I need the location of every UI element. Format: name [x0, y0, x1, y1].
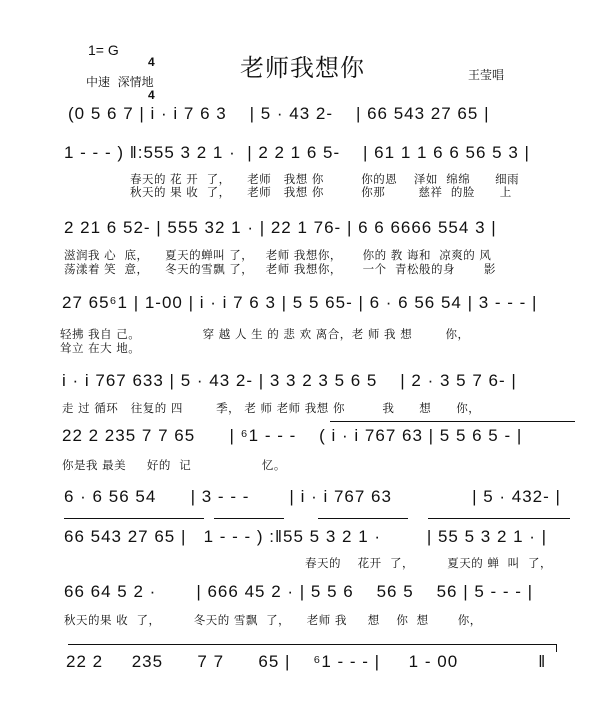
notation-line: 1 - - - ) ‖:555 3 2 1 · | 2 2 1 6 5- | 61 1 1 6 6 56 5 3 | — [64, 143, 530, 162]
time-signature-top: 4 — [148, 55, 155, 69]
time-signature-bottom: 4 — [148, 88, 155, 102]
notation-line: 22 2 235 7 7 65 | ⁶1 - - - ( i · i 767 63 | 5 5 6 5 - | — [62, 426, 523, 445]
notation-line: 66 543 27 65 | 1 - - - ) :‖55 5 3 2 1 · | 55 5 3 2 1 · | — [64, 527, 548, 546]
notation-line: 6 · 6 56 54 | 3 - - - | i · i 767 63 | 5 · 432- | — [64, 487, 561, 506]
staff-divider — [64, 518, 204, 519]
lyric-verse-1: 春天的 花开 了， 夏天的 蝉 叫 了， — [64, 556, 552, 570]
notation-line: 22 2 235 7 7 65 | ⁶1 - - - | 1 - 00 ‖ — [66, 652, 547, 671]
lyric-verse-2: 秋天的 果 收 了， 老师 我想 你 你那 慈祥 的脸 上 — [130, 185, 512, 199]
notation-line: 27 65⁶1 | 1-00 | i · i 7 6 3 | 5 5 65- | 6 · 6 56 54 | 3 - - - | — [62, 293, 538, 312]
coda-bracket-end — [556, 644, 557, 652]
lyric-verse-1: 走 过 循环 往复的 四 季， 老 师 老师 我想 你 我 想 你， — [62, 401, 481, 415]
lyric-verse-1: 轻拂 我自 己。 穿 越 人 生 的 悲 欢 离合，老 师 我 想 你， — [60, 327, 470, 341]
coda-bracket — [68, 644, 556, 645]
staff-divider — [318, 518, 408, 519]
notation-line: 2 21 6 52- | 555 32 1 · | 22 1 76- | 6 6 6666 554 3 | — [64, 218, 497, 237]
staff-divider — [214, 518, 284, 519]
staff-divider — [428, 518, 570, 519]
notation-line: (0 5 6 7 | i · i 7 6 3 | 5 · 43 2- | 66 543 27 65 | — [68, 104, 490, 123]
lyric-verse-2: 耸立 在大 地。 — [60, 341, 141, 355]
lyric-verse-1: 春天的 花 开 了， 老师 我想 你 你的恩 泽如 绵绵 细雨 — [130, 172, 520, 186]
volta-bracket — [330, 421, 575, 422]
tempo-marking: 中速 深情地 — [86, 75, 154, 89]
singer-credit: 王莹唱 — [468, 68, 505, 82]
lyric-verse-1: 滋润我 心 底， 夏天的蝉叫 了， 老师 我想你， 你的 教 诲和 凉爽的 风 — [64, 248, 492, 262]
notation-line: 66 64 5 2 · | 666 45 2 · | 5 5 6 56 5 56 | 5 - - - | — [64, 582, 534, 601]
song-title: 老师我想你 — [240, 54, 365, 82]
notation-line: i · i 767 633 | 5 · 43 2- | 3 3 2 3 5 6 5 | 2 · 3 5 7 6- | — [62, 371, 517, 390]
key-signature: 1= G — [88, 42, 119, 58]
lyric-verse-2: 荡漾着 笑 意， 冬天的雪飘 了， 老师 我想你， 一个 青松般的身 影 — [64, 262, 497, 276]
lyric-verse-1: 你是我 最美 好的 记 忆。 — [62, 458, 286, 472]
lyric-verse-1: 秋天的果 收 了， 冬天的 雪飘 了， 老师 我 想 你 想 你， — [64, 613, 482, 627]
